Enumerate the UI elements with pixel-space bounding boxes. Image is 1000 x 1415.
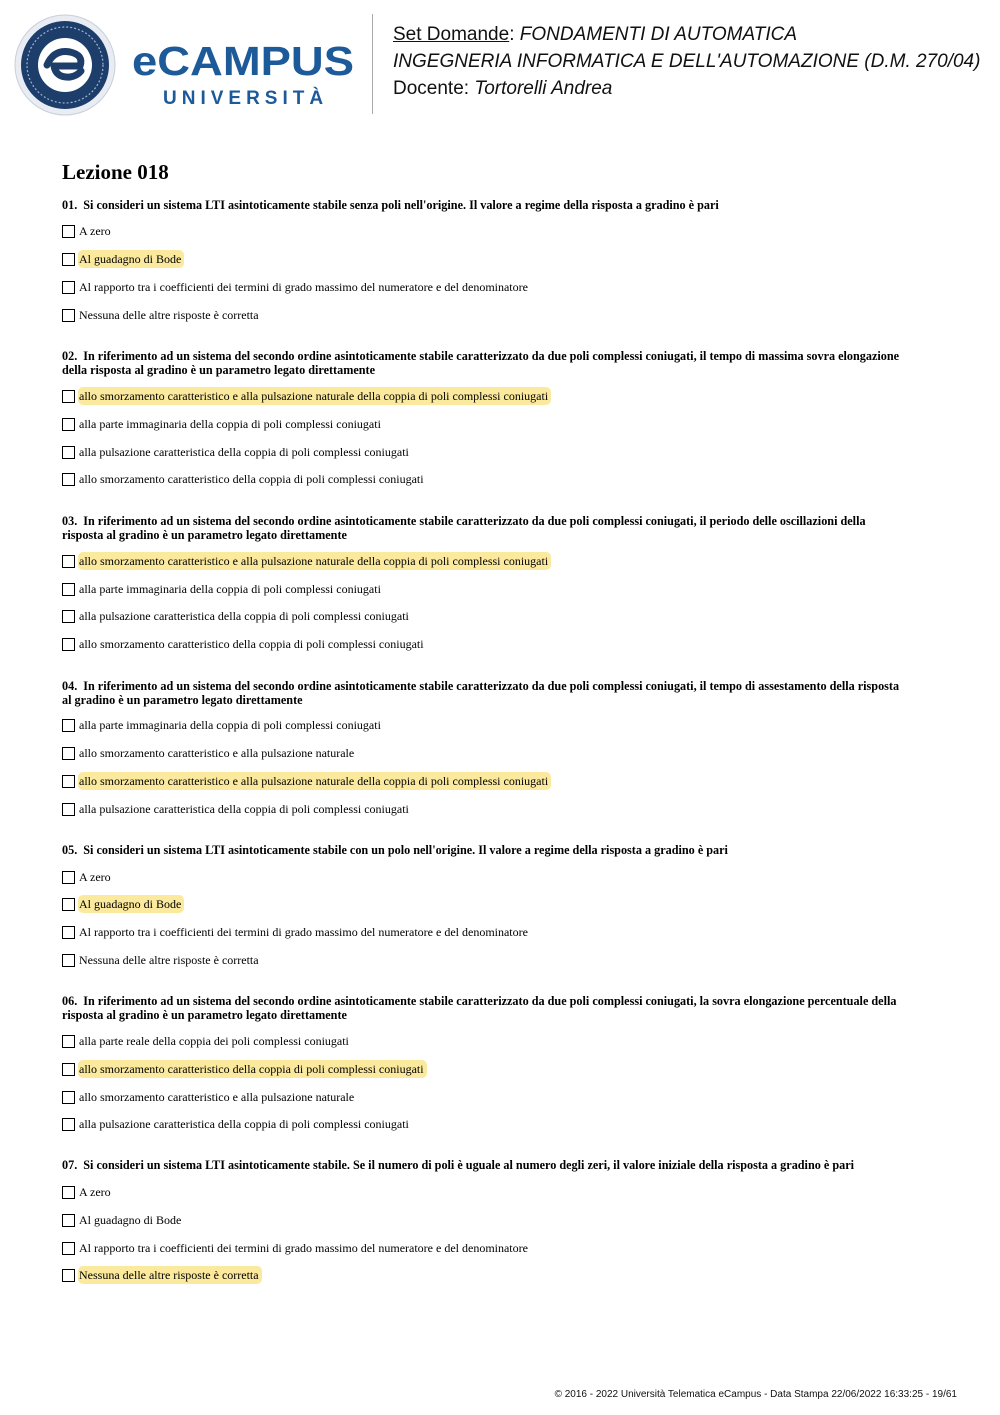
checkbox[interactable]: [62, 898, 75, 911]
question-body-line1: In riferimento ad un sistema del secondo ordine asintoticamente stabile caratterizzato da due poli complessi coniugati, il tempo di massima sovra elongazione: [83, 349, 900, 363]
checkbox[interactable]: [62, 281, 75, 294]
option-label: A zero: [79, 224, 111, 238]
logo-subtitle: UNIVERSITÀ: [163, 88, 329, 109]
question-text: [62, 843, 942, 857]
question-body-line1: In riferimento ad un sistema del secondo ordine asintoticamente stabile caratterizzato da due poli complessi coniugati, il periodo delle oscillazioni della: [83, 514, 866, 528]
question-body: Si consideri un sistema LTI asintoticamente stabile senza poli nell'origine. Il valore a regime della risposta a gradino è pari: [83, 198, 719, 212]
question-body-line2: risposta al gradino è un parametro legato direttamente: [62, 528, 347, 542]
ecampus-seal-logo-icon: [14, 14, 116, 116]
option-b[interactable]: [62, 580, 384, 598]
option-label: alla pulsazione caratteristica della coppia di poli complessi coniugati: [79, 445, 409, 459]
course-name: FONDAMENTI DI AUTOMATICA: [519, 24, 798, 45]
option-label-highlighted: Al guadagno di Bode: [78, 895, 184, 913]
header-degree-line: [393, 48, 980, 75]
checkbox[interactable]: [62, 1242, 75, 1255]
option-label: Nessuna delle altre risposte è corretta: [79, 308, 259, 322]
question-03: [62, 514, 942, 651]
question-body-line2: risposta al gradino è un parametro legato direttamente: [62, 1008, 347, 1022]
page-footer: © 2016 - 2022 Università Telematica eCampus - Data Stampa 22/06/2022 16:33:25 - 19/61: [554, 1389, 957, 1400]
question-body: Si consideri un sistema LTI asintoticamente stabile con un polo nell'origine. Il valore a regime della risposta a gradino è pari: [83, 843, 728, 857]
question-02: [62, 349, 942, 486]
checkbox[interactable]: [62, 309, 75, 322]
option-b[interactable]: [62, 250, 184, 268]
option-c[interactable]: [62, 923, 531, 941]
question-text: [62, 679, 942, 707]
question-number: 04.: [62, 679, 78, 693]
option-label: allo smorzamento caratteristico e alla pulsazione naturale: [79, 746, 355, 760]
option-label: A zero: [79, 870, 111, 884]
question-06: [62, 994, 942, 1131]
option-label: allo smorzamento caratteristico della coppia di poli complessi coniugati: [79, 472, 424, 486]
question-text: [62, 514, 942, 542]
svg-text:eCAMPUS: eCAMPUS: [132, 40, 354, 80]
option-label-highlighted: Nessuna delle altre risposte è corretta: [78, 1266, 262, 1284]
option-a[interactable]: [62, 868, 114, 886]
option-label: alla pulsazione caratteristica della coppia di poli complessi coniugati: [79, 802, 409, 816]
option-label-highlighted: allo smorzamento caratteristico e alla pulsazione naturale della coppia di poli complessi coniugati: [78, 387, 551, 405]
question-number: 07.: [62, 1158, 78, 1172]
option-label: Al rapporto tra i coefficienti dei termini di grado massimo del numeratore e del denominatore: [79, 925, 528, 939]
option-label-highlighted: allo smorzamento caratteristico e alla pulsazione naturale della coppia di poli complessi coniugati: [78, 772, 551, 790]
teacher-name: Tortorelli Andrea: [474, 78, 613, 99]
option-label: alla parte immaginaria della coppia di poli complessi coniugati: [79, 582, 381, 596]
option-b[interactable]: [62, 895, 184, 913]
option-label-highlighted: allo smorzamento caratteristico e alla pulsazione naturale della coppia di poli complessi coniugati: [78, 552, 551, 570]
checkbox[interactable]: [62, 1118, 75, 1131]
question-number: 02.: [62, 349, 78, 363]
option-label: alla parte immaginaria della coppia di poli complessi coniugati: [79, 417, 381, 431]
checkbox[interactable]: [62, 954, 75, 967]
checkbox[interactable]: [62, 1063, 75, 1076]
option-label: alla pulsazione caratteristica della coppia di poli complessi coniugati: [79, 609, 409, 623]
option-label: alla parte reale della coppia dei poli complessi coniugati: [79, 1034, 349, 1048]
option-label-highlighted: Al guadagno di Bode: [78, 250, 184, 268]
header-info: [393, 21, 980, 102]
checkbox[interactable]: [62, 418, 75, 431]
checkbox[interactable]: [62, 871, 75, 884]
header-set-line: Set Domande: FONDAMENTI DI AUTOMATICA: [393, 24, 798, 45]
checkbox[interactable]: [62, 446, 75, 459]
question-number: 06.: [62, 994, 78, 1008]
question-number: 05.: [62, 843, 78, 857]
option-a[interactable]: [62, 1032, 352, 1050]
option-a[interactable]: [62, 387, 551, 405]
option-d[interactable]: [62, 635, 427, 653]
checkbox[interactable]: [62, 610, 75, 623]
header-teacher-line: Docente: Tortorelli Andrea: [393, 78, 613, 99]
checkbox[interactable]: [62, 390, 75, 403]
option-label: A zero: [79, 1185, 111, 1199]
option-c[interactable]: [62, 607, 412, 625]
question-text: [62, 198, 942, 212]
option-label: Al rapporto tra i coefficienti dei termini di grado massimo del numeratore e del denominatore: [79, 1241, 528, 1255]
question-body-line2: della risposta al gradino è un parametro legato direttamente: [62, 363, 376, 377]
option-c[interactable]: [62, 1239, 531, 1257]
checkbox[interactable]: [62, 1091, 75, 1104]
option-d[interactable]: [62, 800, 412, 818]
question-body: Si consideri un sistema LTI asintoticamente stabile. Se il numero di poli è uguale al numero degli zeri, il valore iniziale della risposta a gradino è pari: [83, 1158, 854, 1172]
page-header: [0, 0, 1000, 130]
teacher-label: Docente: [393, 78, 464, 99]
degree-name: INGEGNERIA INFORMATICA E DELL'AUTOMAZIONE (D.M. 270/04): [393, 51, 981, 72]
checkbox[interactable]: [62, 555, 75, 568]
question-07: [62, 1158, 942, 1282]
checkbox[interactable]: [62, 473, 75, 486]
option-c[interactable]: [62, 278, 531, 296]
question-body-line1: In riferimento ad un sistema del secondo ordine asintoticamente stabile caratterizzato da due poli complessi coniugati, il tempo di assestamento della risposta: [83, 679, 900, 693]
option-c[interactable]: [62, 443, 412, 461]
option-label: Al rapporto tra i coefficienti dei termini di grado massimo del numeratore e del denominatore: [79, 280, 528, 294]
option-c[interactable]: [62, 772, 551, 790]
option-b[interactable]: [62, 1211, 184, 1229]
option-label: Nessuna delle altre risposte è corretta: [79, 953, 259, 967]
option-b[interactable]: [62, 1060, 427, 1078]
option-c[interactable]: [62, 1088, 357, 1106]
option-d[interactable]: [62, 951, 262, 969]
option-label: alla pulsazione caratteristica della coppia di poli complessi coniugati: [79, 1117, 409, 1131]
question-text: [62, 349, 942, 377]
checkbox[interactable]: [62, 1269, 75, 1282]
option-label-highlighted: allo smorzamento caratteristico della coppia di poli complessi coniugati: [78, 1060, 427, 1078]
checkbox[interactable]: [62, 638, 75, 651]
question-body-line2: al gradino è un parametro legato direttamente: [62, 693, 303, 707]
option-b[interactable]: [62, 744, 357, 762]
checkbox[interactable]: [62, 775, 75, 788]
checkbox[interactable]: [62, 926, 75, 939]
question-body-line1: In riferimento ad un sistema del secondo ordine asintoticamente stabile caratterizzato da due poli complessi coniugati, la sovra elongazione percentuale della: [83, 994, 897, 1008]
option-a[interactable]: [62, 1183, 114, 1201]
option-d[interactable]: [62, 470, 427, 488]
option-label: allo smorzamento caratteristico della coppia di poli complessi coniugati: [79, 637, 424, 651]
option-d[interactable]: [62, 306, 262, 324]
checkbox[interactable]: [62, 225, 75, 238]
option-a[interactable]: [62, 222, 114, 240]
question-number: 01.: [62, 198, 78, 212]
question-number: 03.: [62, 514, 78, 528]
question-text: [62, 1158, 942, 1172]
option-label: Al guadagno di Bode: [79, 1213, 182, 1227]
checkbox[interactable]: [62, 1214, 75, 1227]
option-label: allo smorzamento caratteristico e alla pulsazione naturale: [79, 1090, 355, 1104]
option-label: alla parte immaginaria della coppia di poli complessi coniugati: [79, 718, 381, 732]
checkbox[interactable]: [62, 719, 75, 732]
option-d[interactable]: [62, 1115, 412, 1133]
option-a[interactable]: [62, 716, 384, 734]
question-01: [62, 198, 942, 322]
option-d[interactable]: [62, 1266, 262, 1284]
question-05: [62, 843, 942, 967]
set-label: Set Domande: [393, 24, 510, 45]
lesson-title: Lezione 018: [62, 160, 169, 184]
checkbox[interactable]: [62, 1035, 75, 1048]
question-04: [62, 679, 942, 816]
question-text: [62, 994, 942, 1022]
checkbox[interactable]: [62, 253, 75, 266]
checkbox[interactable]: [62, 1186, 75, 1199]
checkbox[interactable]: [62, 747, 75, 760]
header-divider: [372, 14, 373, 114]
option-b[interactable]: [62, 415, 384, 433]
checkbox[interactable]: [62, 583, 75, 596]
checkbox[interactable]: [62, 803, 75, 816]
option-a[interactable]: [62, 552, 551, 570]
ecampus-wordmark: [132, 40, 357, 80]
